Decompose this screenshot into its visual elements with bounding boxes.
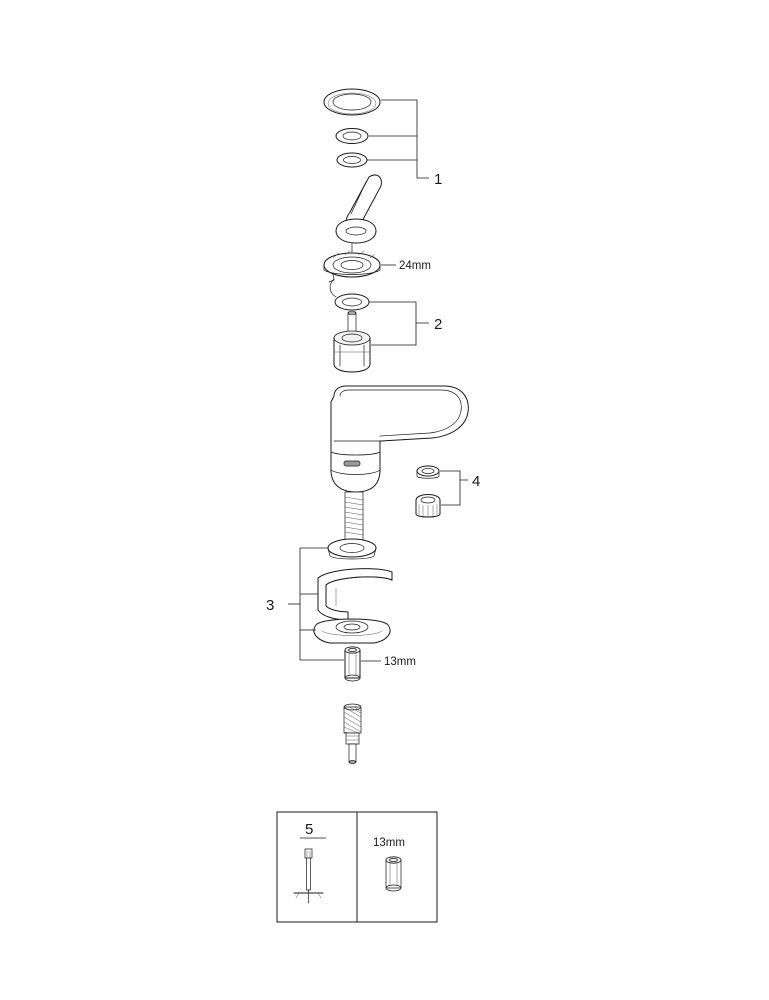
legend-13mm-label: 13mm	[373, 837, 405, 849]
legend-callout-5-label: 5	[305, 821, 314, 838]
part-faucet-body	[331, 386, 468, 492]
callout-4-leader	[440, 471, 468, 505]
part-mount-plate	[314, 619, 390, 643]
callout-1-leader	[367, 100, 429, 178]
legend-socket-icon	[386, 857, 401, 891]
part-cartridge-ring	[335, 294, 369, 310]
part-lever-handle	[336, 175, 381, 252]
part-mount-bracket	[318, 569, 392, 620]
callout-2-leader	[369, 302, 429, 345]
part-mount-nut	[345, 647, 360, 681]
callout-2-label: 2	[434, 316, 443, 333]
part-cartridge-body	[334, 331, 370, 372]
part-aerator-insert	[417, 466, 439, 478]
callout-3-label: 3	[266, 597, 275, 614]
part-cartridge-stem	[348, 311, 356, 332]
part-aerator-housing	[416, 495, 440, 518]
part-mount-washer	[328, 539, 376, 559]
part-flexible-hose	[344, 704, 361, 764]
legend-tool-icon	[294, 838, 326, 903]
rotation-arrow	[329, 274, 336, 297]
part-ring-lower	[337, 153, 367, 167]
part-threaded-shank	[345, 492, 363, 540]
dimension-24mm-label: 24mm	[399, 260, 431, 272]
part-washer-upper	[336, 129, 368, 144]
legend-box	[277, 812, 437, 922]
callout-4-label: 4	[472, 473, 481, 490]
part-cartridge-nut	[324, 251, 380, 277]
part-cap-ring	[324, 89, 380, 115]
dimension-13mm-label: 13mm	[384, 656, 416, 668]
callout-1-label: 1	[434, 171, 443, 188]
